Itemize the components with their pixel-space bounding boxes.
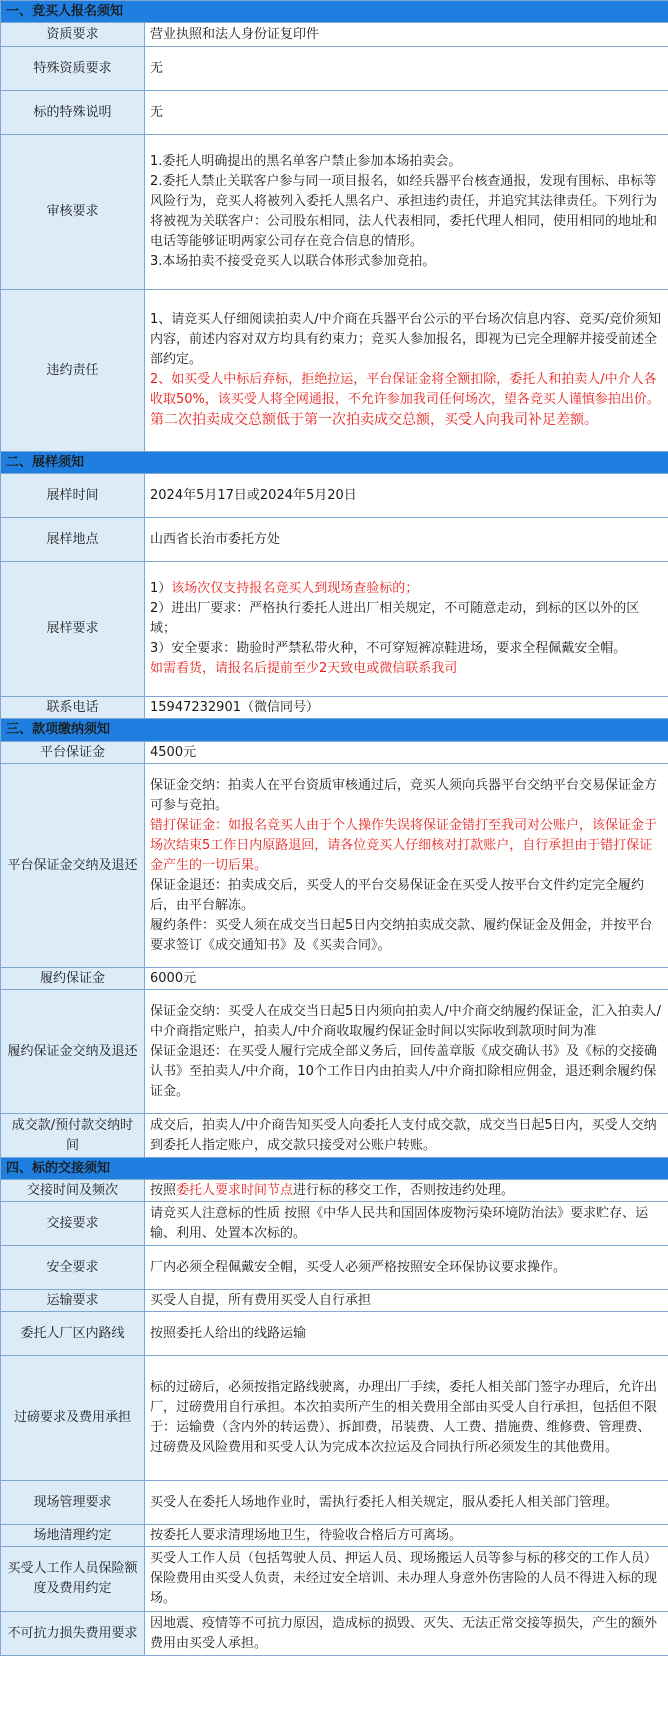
paragraph: 保证金交纳：拍卖人在平台资质审核通过后，竞买人须向兵器平台交纳平台交易保证金方可参与竞拍。 — [150, 777, 658, 813]
table-row — [1, 47, 668, 91]
list-prefix: 1） — [150, 581, 172, 596]
table-row — [1, 562, 668, 697]
row-label: 过磅要求及费用承担 — [1, 1356, 145, 1481]
table-row — [1, 968, 668, 990]
red-text: 错打保证金：如报名竞买人由于个人操作失误将保证金错打至我司对公账户，该保证金于场次结束5工作日内原路退回，请各位竞买人仔细核对打款账户，自行承担由于错打保证金产生的一切后果。 — [150, 817, 658, 873]
row-value — [145, 135, 668, 290]
row-value: 标的过磅后，必须按指定路线驶离，办理出厂手续，委托人相关部门签字办理后，允许出厂，过磅费用自行承担。本次拍卖所产生的相关费用全部由买受人自行承担，包括但不限于：运输费（含内外的转运费）、拆卸费，吊装费、人工费、措施费、维修费、管理费、过磅费及风险费用和买受人认为完成本次拉运及合同执行所必须发生的其他费用。 — [145, 1356, 668, 1481]
paragraph: 2.委托人禁止关联客户参与同一项目报名，如经兵器平台核查通报，发现有围标、串标等风险行为，竞买人将被列入委托人黑名户、承担违约责任，并追究其法律责任。下列行为将被视为关联客户：公司股东相同，法人代表相同，委托代理人相同，使用相同的地址和电话等能够证明两家公司存在竞合信息的情形。 — [150, 174, 658, 249]
row-value: 按委托人要求清理场地卫生，待验收合格后方可离场。 — [145, 1525, 668, 1547]
section-header — [1, 719, 668, 742]
row-label: 标的特殊说明 — [1, 91, 145, 135]
row-label: 不可抗力损失费用要求 — [1, 1612, 145, 1656]
text: 按照 — [150, 1182, 177, 1198]
row-label: 履约保证金 — [1, 968, 145, 990]
table-row — [1, 1202, 668, 1246]
row-label: 资质要求 — [1, 23, 145, 47]
row-label: 联系电话 — [1, 697, 145, 719]
row-value: 请竞买人注意标的性质 按照《中华人民共和国固体废物污染环境防治法》要求贮存、运输、利用、处置本次标的。 — [145, 1202, 668, 1246]
row-label: 展样地点 — [1, 518, 145, 562]
table-row — [1, 697, 668, 719]
row-value — [145, 1180, 668, 1202]
table-row — [1, 1180, 668, 1202]
row-label: 平台保证金交纳及退还 — [1, 764, 145, 968]
table-row — [1, 518, 668, 562]
row-label: 展样要求 — [1, 562, 145, 697]
paragraph: 3.本场拍卖不接受竞买人以联合体形式参加竞拍。 — [150, 254, 436, 269]
table-row — [1, 135, 668, 290]
paragraph — [150, 579, 663, 599]
row-value: 按照委托人给出的线路运输 — [145, 1312, 668, 1356]
row-value: 无 — [145, 47, 668, 91]
paragraph: 1.委托人明确提出的黑名单客户禁止参加本场拍卖会。 — [150, 154, 462, 169]
row-label: 场地清理约定 — [1, 1525, 145, 1547]
paragraph: 履约条件：买受人须在成交当日起5日内交纳拍卖成交款、履约保证金及佣金，并按平台要求签订《成交通知书》及《买卖合同》。 — [150, 917, 653, 953]
row-value: 买受人在委托人场地作业时，需执行委托人相关规定，服从委托人相关部门管理。 — [145, 1481, 668, 1525]
row-label: 运输要求 — [1, 1290, 145, 1312]
table-row — [1, 1290, 668, 1312]
section-title: 二、展样须知 — [1, 452, 668, 474]
red-text: 如需看货，请报名后提前至少2天致电或微信联系我司 — [150, 661, 458, 676]
paragraph: 保证金退还：拍卖成交后，买受人的平台交易保证金在买受人按平台文件约定完全履约后，由平台解冻。 — [150, 877, 645, 913]
row-label: 平台保证金 — [1, 742, 145, 764]
section-title: 一、竞买人报名须知 — [1, 1, 668, 23]
table-row — [1, 1481, 668, 1525]
table-row — [1, 1246, 668, 1290]
table-row — [1, 1114, 668, 1158]
row-label: 特殊资质要求 — [1, 47, 145, 91]
row-value: 山西省长治市委托方处 — [145, 518, 668, 562]
table-row — [1, 742, 668, 764]
row-value: 成交后，拍卖人/中介商告知买受人向委托人支付成交款，成交当日起5日内，买受人交纳到委托人指定账户，成交款只接受对公账户转账。 — [145, 1114, 668, 1158]
row-label: 买受人工作人员保险额度及费用约定 — [1, 1547, 145, 1612]
table-row — [1, 764, 668, 968]
section-title: 三、款项缴纳须知 — [1, 719, 668, 742]
table-row — [1, 990, 668, 1114]
row-value: 买受人自提，所有费用买受人自行承担 — [145, 1290, 668, 1312]
table-row — [1, 290, 668, 452]
row-label: 履约保证金交纳及退还 — [1, 990, 145, 1114]
paragraph: 2）进出厂要求：严格执行委托人进出厂相关规定，不可随意走动，到标的区以外的区域； — [150, 601, 640, 636]
row-value — [145, 562, 668, 697]
paragraph: 保证金交纳：买受人在成交当日起5日内须向拍卖人/中介商交纳履约保证金，汇入拍卖人/中介商指定账户，拍卖人/中介商收取履约保证金时间以实际收到款项时间为准 — [150, 1003, 662, 1039]
section-header — [1, 1158, 668, 1180]
section-title: 四、标的交接须知 — [1, 1158, 668, 1180]
row-label: 违约责任 — [1, 290, 145, 452]
row-value: 2024年5月17日或2024年5月20日 — [145, 474, 668, 518]
table-row — [1, 23, 668, 47]
text: 进行标的移交工作，否则按违约处理。 — [293, 1182, 515, 1198]
row-value: 无 — [145, 91, 668, 135]
paragraph: 1、请竞买人仔细阅读拍卖人/中介商在兵器平台公示的平台场次信息内容、竞买/竞价须知内容，前述内容对双方均具有约束力；竞买人参加报名，即视为已完全理解并接受前述全部约定。 — [150, 312, 662, 367]
row-label: 现场管理要求 — [1, 1481, 145, 1525]
table-row — [1, 1356, 668, 1481]
table-row — [1, 1525, 668, 1547]
table-row — [1, 474, 668, 518]
paragraph: 保证金退还：在买受人履行完成全部义务后，回传盖章版《成交确认书》及《标的交接确认书》至拍卖人/中介商，10个工作日内由拍卖人/中介商扣除相应佣金，退还剩余履约保证金。 — [150, 1043, 658, 1099]
phone-value: 15947232901（微信同号） — [145, 697, 668, 719]
row-label: 委托人厂区内路线 — [1, 1312, 145, 1356]
row-value — [145, 990, 668, 1114]
row-value — [145, 290, 668, 452]
table-row — [1, 1547, 668, 1612]
row-label: 交接要求 — [1, 1202, 145, 1246]
row-label: 成交款/预付款交纳时间 — [1, 1114, 145, 1158]
row-value: 营业执照和法人身份证复印件 — [145, 23, 668, 47]
section-header — [1, 1, 668, 23]
paragraph: 3）安全要求：勘验时严禁私带火种，不可穿短裤凉鞋进场，要求全程佩戴安全帽。 — [150, 641, 627, 656]
paragraph — [150, 370, 663, 431]
red-text: 2、如买受人中标后弃标，拒绝拉运，平台保证金将全额扣除，委托人和拍卖人/中介人各收取50%，该买受人将全网通报，不允许参加我司任何场次，望各竞买人谨慎参拍出价。 — [150, 372, 660, 407]
row-value: 4500元 — [145, 742, 668, 764]
red-text: 委托人要求时间节点 — [176, 1182, 294, 1198]
row-value — [145, 764, 668, 968]
row-value: 厂内必须全程佩戴安全帽，买受人必须严格按照安全环保协议要求操作。 — [145, 1246, 668, 1290]
table-row — [1, 91, 668, 135]
row-label: 交接时间及频次 — [1, 1180, 145, 1202]
table-row — [1, 1312, 668, 1356]
section-header — [1, 452, 668, 474]
row-value: 因地震、疫情等不可抗力原因，造成标的损毁、灭失、无法正常交接等损失，产生的额外费用由买受人承担。 — [145, 1612, 668, 1656]
table-row — [1, 1612, 668, 1656]
red-text: 该场次仅支持报名竞买人到现场查验标的； — [171, 581, 419, 596]
row-value: 买受人工作人员（包括驾驶人员、押运人员、现场搬运人员等参与标的移交的工作人员）保险费用由买受人负责，未经过安全培训、未办理人身意外伤害险的人员不得进入标的现场。 — [145, 1547, 668, 1612]
row-label: 安全要求 — [1, 1246, 145, 1290]
row-value: 6000元 — [145, 968, 668, 990]
red-serif-text: 第二次拍卖成交总额低于第一次拍卖成交总额，买受人向我司补足差额。 — [150, 412, 598, 428]
row-label: 展样时间 — [1, 474, 145, 518]
row-label: 审核要求 — [1, 135, 145, 290]
